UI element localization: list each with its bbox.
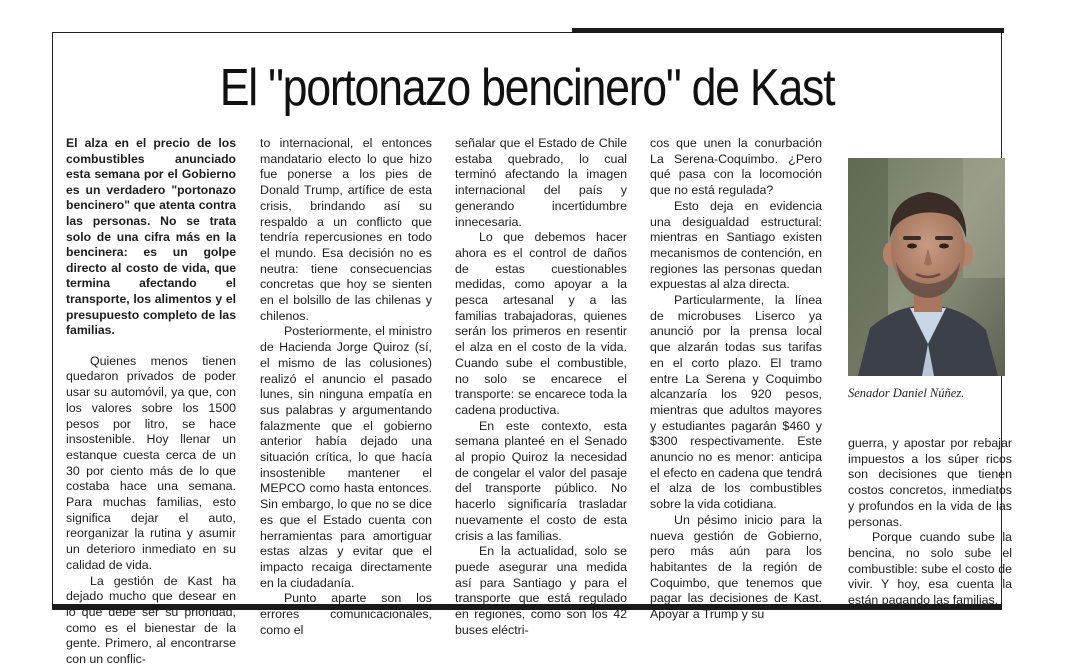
column-3: [455, 136, 627, 639]
paragraph: Esto deja en evidencia una desigualdad estructural: mientras en Santiago existen mecanismos de contención, en regiones las personas quedan expuestas al alza directa.: [650, 198, 822, 292]
paragraph: Quienes menos tienen quedaron privados de poder usar su automóvil, ya que, con los valores sobre los 1500 pesos por litro, se hace insostenible. Hoy llenar un estanque cuesta cerca de un 30 por ciento más de lo que costaba hace una semana. Para muchas familias, esto significa dejar el auto, reorganizar la rutina y asumir un deterioro inmediato en su calidad de vida.: [66, 353, 236, 572]
headline: El "portonazo bencinero" de Kast: [219, 59, 835, 117]
column-4: [650, 136, 822, 623]
paragraph: Particularmente, la línea de microbuses Liserco ya anunció por la prensa local que alzarán todas sus tarifas en el corto plazo. El tramo entre La Serena y Coquimbo alcanzaría los 920 pesos, mientras que adultos mayores y estudiantes pagarán $460 y $300 respectivamente. Este anuncio no es menor: anticipa el efecto en cadena que tendrá el alza de los combustibles sobre la vida cotidiana.: [650, 293, 822, 512]
column-2: [260, 136, 432, 639]
author-photo: [848, 158, 1005, 376]
column-1: [66, 136, 236, 668]
photo-caption: Senador Daniel Núñez.: [848, 386, 965, 400]
paragraph: En la actualidad, solo se puede asegurar una medida así para Santiago y para el transporte que está regulado en regiones, como son los 42 buses eléctri-: [455, 544, 627, 637]
paragraph: cos que unen la conurbación La Serena-Coquimbo. ¿Pero qué pasa con la locomoción que no está regulada?: [650, 136, 822, 198]
paragraph: Lo que debemos hacer ahora es el control de daños de estas cuestionables medidas, como apoyar a la pesca artesanal y a las familias trabajadoras, quienes serán los primeros en resentir el alza en el costo de la vida. Cuando sube el combustible, no solo se encarece el transporte: se encarece toda la cadena productiva.: [455, 230, 627, 417]
paragraph: La gestión de Kast ha dejado mucho que desear en lo que debe ser su prioridad, como es el bienestar de la gente. Primero, al encontrarse con un conflic-: [66, 573, 236, 667]
paragraph: Un pésimo inicio para la nueva gestión de Gobierno, pero más aún para los habitantes de la región de Coquimbo, que tenemos que pagar las decisiones de Kast. Apoyar a Trump y su: [650, 512, 822, 622]
lead-paragraph: El alza en el precio de los combustibles anunciado esta semana por el Gobierno es un verdadero "portonazo bencinero" que atenta contra las personas. No se trata solo de una cifra más en la bencinera: es un golpe directo al costo de vida, que termina afectando el transporte, los alimentos y el presupuesto completo de las familias.: [66, 136, 236, 338]
paragraph: to internacional, el entonces mandatario electo lo que hizo fue ponerse a los pies de Donald Trump, artífice de esta crisis, brindando así su respaldo a un conflicto que tendría repercusiones en todo el mundo. Esa decisión no es neutra: tiene consecuencias concretas que hoy se sienten en el bolsillo de las chilenas y chilenos.: [260, 136, 432, 323]
paragraph: señalar que el Estado de Chile estaba quebrado, lo cual terminó afectando la imagen internacional del país y generando incertidumbre innecesaria.: [455, 136, 627, 229]
top-rule: [572, 28, 1004, 33]
column-5: [848, 436, 1012, 609]
paragraph: Punto aparte son los errores comunicacionales, como el: [260, 591, 432, 637]
paragraph: Posteriormente, el ministro de Hacienda Jorge Quiroz (sí, el mismo de las colusiones) realizó el anuncio el pasado lunes, sin ninguna empatía en sus palabras y argumentando falazmente que el gobierno anterior había dejado una situación crítica, lo que hacía insostenible mantener el MEPCO como hasta entonces. Sin embargo, lo que no se dice es que el Estado cuenta con herramientas para amortiguar estas alzas y evitar que el impacto recaiga directamente en la ciudadanía.: [260, 324, 432, 590]
paragraph: guerra, y apostar por rebajar impuestos a los súper ricos son decisiones que tienen costos concretos, inmediatos y profundos en la vida de las personas.: [848, 436, 1012, 529]
paragraph: En este contexto, esta semana planteé en el Senado al propio Quiroz la necesidad de congelar el valor del pasaje del transporte público. No hacerlo significaría trasladar nuevamente el costo de esta crisis a las familias.: [455, 418, 627, 543]
paragraph: Porque cuando sube la bencina, no solo sube el combustible: sube el costo de vivir. Y hoy, esa cuenta la están pagando las familias.: [848, 530, 1012, 608]
